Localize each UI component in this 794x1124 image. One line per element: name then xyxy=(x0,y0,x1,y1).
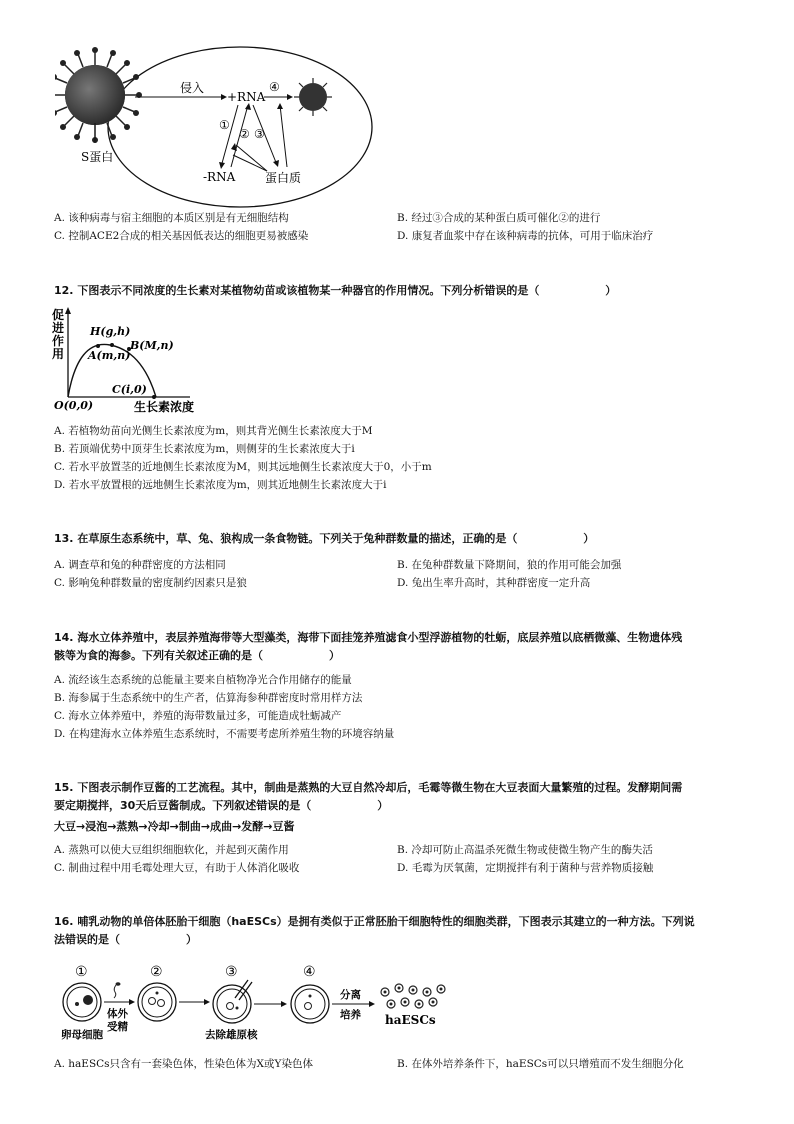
q12-option-a: A. 若植物幼苗向光侧生长素浓度为m，则其背光侧生长素浓度大于M xyxy=(54,425,373,437)
oocyte-label: 卵母细胞 xyxy=(61,1029,103,1041)
q15-title-line2: 要定期搅拌，30天后豆酱制成。下列叙述错误的是（ ） xyxy=(54,799,389,812)
q12-title: 12. 下图表示不同浓度的生长素对某植物幼苗或该植物某一种器官的作用情况。下列分析错误的是（ ） xyxy=(54,284,617,297)
q11-option-c: C. 控制ACE2合成的相关基因低表达的细胞更易被感染 xyxy=(54,230,309,242)
point-c-label: C(i,0) xyxy=(112,383,147,396)
graph-x-label: 生长素浓度 xyxy=(134,400,195,414)
step3-label: ③ xyxy=(254,127,265,141)
virus-icon xyxy=(55,47,142,143)
q16-option-a: A. haESCs只含有一套染色体，性染色体为X或Y染色体 xyxy=(54,1058,313,1070)
point-a-label: A(m,n) xyxy=(88,349,131,362)
graph-y-char-3: 作 xyxy=(52,334,65,348)
haploid-embryo-icon xyxy=(291,985,329,1023)
minus-rna-label: -RNA xyxy=(203,170,236,184)
point-h-label: H(g,h) xyxy=(90,325,131,338)
fertilize-label-1: 体外 xyxy=(107,1008,128,1020)
q15-option-a: A. 蒸熟可以使大豆组织细胞软化，并起到灭菌作用 xyxy=(54,844,289,856)
q15-option-b: B. 冷却可防止高温杀死微生物或使微生物产生的酶失活 xyxy=(397,844,653,856)
protein-label: 蛋白质 xyxy=(265,171,302,185)
q14-option-b: B. 海参属于生态系统中的生产者，估算海参种群密度时常用样方法 xyxy=(54,692,363,704)
fertilize-label-2: 受精 xyxy=(107,1021,128,1033)
q15-process-flow: 大豆→浸泡→蒸熟→冷却→制曲→成曲→发酵→豆酱 xyxy=(54,820,295,833)
q16-step3: ③ xyxy=(225,964,238,980)
q11-option-a: A. 该种病毒与宿主细胞的本质区别是有无细胞结构 xyxy=(54,212,289,224)
s-protein-label: S蛋白 xyxy=(81,150,114,164)
q12-option-c: C. 若水平放置茎的近地侧生长素浓度为M，则其远地侧生长素浓度大于0，小于m xyxy=(54,461,432,473)
zygote-cell-icon xyxy=(138,983,176,1021)
progeny-virus-icon xyxy=(294,78,332,116)
q13-option-c: C. 影响兔种群数量的密度制约因素只是狼 xyxy=(54,577,247,589)
q11-option-b: B. 经过③合成的某种蛋白质可催化②的进行 xyxy=(397,212,601,224)
q16-haescs-figure xyxy=(55,962,475,1042)
q16-step2: ② xyxy=(150,964,163,980)
graph-y-char-4: 用 xyxy=(52,347,65,361)
sperm-icon xyxy=(114,982,121,998)
q15-option-d: D. 毛霉为厌氧菌，定期搅拌有利于菌种与营养物质接触 xyxy=(397,862,654,874)
q16-title-line1: 16. 哺乳动物的单倍体胚胎干细胞（haESCs）是拥有类似于正常胚胎干细胞特性的细胞类群，下图表示其建立的一种方法。下列说 xyxy=(54,915,695,928)
q16-step1: ① xyxy=(75,964,88,980)
q13-option-b: B. 在兔种群数量下降期间，狼的作用可能会加强 xyxy=(397,559,622,571)
q14-title-line2: 骸等为食的海参。下列有关叙述正确的是（ ） xyxy=(54,649,340,662)
q12-option-d: D. 若水平放置根的远地侧生长素浓度为m，则其近地侧生长素浓度大于i xyxy=(54,479,387,491)
remove-label: 去除雄原核 xyxy=(205,1029,258,1041)
q16-step4: ④ xyxy=(303,964,316,980)
q15-option-c: C. 制曲过程中用毛霉处理大豆，有助于人体消化吸收 xyxy=(54,862,300,874)
q11-virus-figure xyxy=(55,45,375,215)
q16-title-line2: 法错误的是（ ） xyxy=(54,933,197,946)
oocyte-cell-icon xyxy=(63,983,101,1021)
q12-auxin-graph xyxy=(50,305,230,417)
enucleation-cell-icon xyxy=(213,980,252,1023)
graph-y-char-1: 促 xyxy=(52,308,65,322)
q15-title-line1: 15. 下图表示制作豆酱的工艺流程。其中，制曲是蒸熟的大豆自然冷却后，毛霉等微生物在大豆表面大量繁殖的过程。发酵期间需 xyxy=(54,781,683,794)
graph-y-char-2: 进 xyxy=(52,321,65,335)
haescs-label: haESCs xyxy=(385,1013,436,1027)
q16-option-b: B. 在体外培养条件下，haESCs可以只增殖而不发生细胞分化 xyxy=(397,1058,684,1070)
q13-option-a: A. 调查草和兔的种群密度的方法相同 xyxy=(54,559,226,571)
q12-option-b: B. 若顶端优势中顶芽生长素浓度为m，则侧芽的生长素浓度大于i xyxy=(54,443,355,455)
q13-option-d: D. 兔出生率升高时，其种群密度一定升高 xyxy=(397,577,591,589)
plus-rna-label: +RNA xyxy=(227,90,266,104)
q14-option-c: C. 海水立体养殖中，养殖的海带数量过多，可能造成牡蛎减产 xyxy=(54,710,342,722)
graph-y-label xyxy=(51,307,68,361)
step1-label: ① xyxy=(219,118,230,132)
step4-label: ④ xyxy=(269,80,280,94)
step2-label: ② xyxy=(239,127,250,141)
point-b-label: B(M,n) xyxy=(130,339,174,352)
q14-title-line1: 14. 海水立体养殖中，表层养殖海带等大型藻类，海带下面挂笼养殖滤食小型浮游植物的牡蛎，底层养殖以底栖微藻、生物遗体残 xyxy=(54,631,683,644)
q14-option-d: D. 在构建海水立体养殖生态系统时，不需要考虑所养殖生物的环境容纳量 xyxy=(54,728,395,740)
culture-label-1: 分离 xyxy=(340,989,361,1001)
origin-label: O(0,0) xyxy=(54,399,94,412)
q14-option-a: A. 流经该生态系统的总能量主要来自植物净光合作用储存的能量 xyxy=(54,674,352,686)
culture-label-2: 培养 xyxy=(340,1009,361,1021)
q11-option-d: D. 康复者血浆中存在该种病毒的抗体，可用于临床治疗 xyxy=(397,230,654,242)
q13-title: 13. 在草原生态系统中，草、兔、狼构成一条食物链。下列关于兔种群数量的描述，正确的是（ ） xyxy=(54,532,595,545)
invade-label: 侵入 xyxy=(180,81,205,95)
